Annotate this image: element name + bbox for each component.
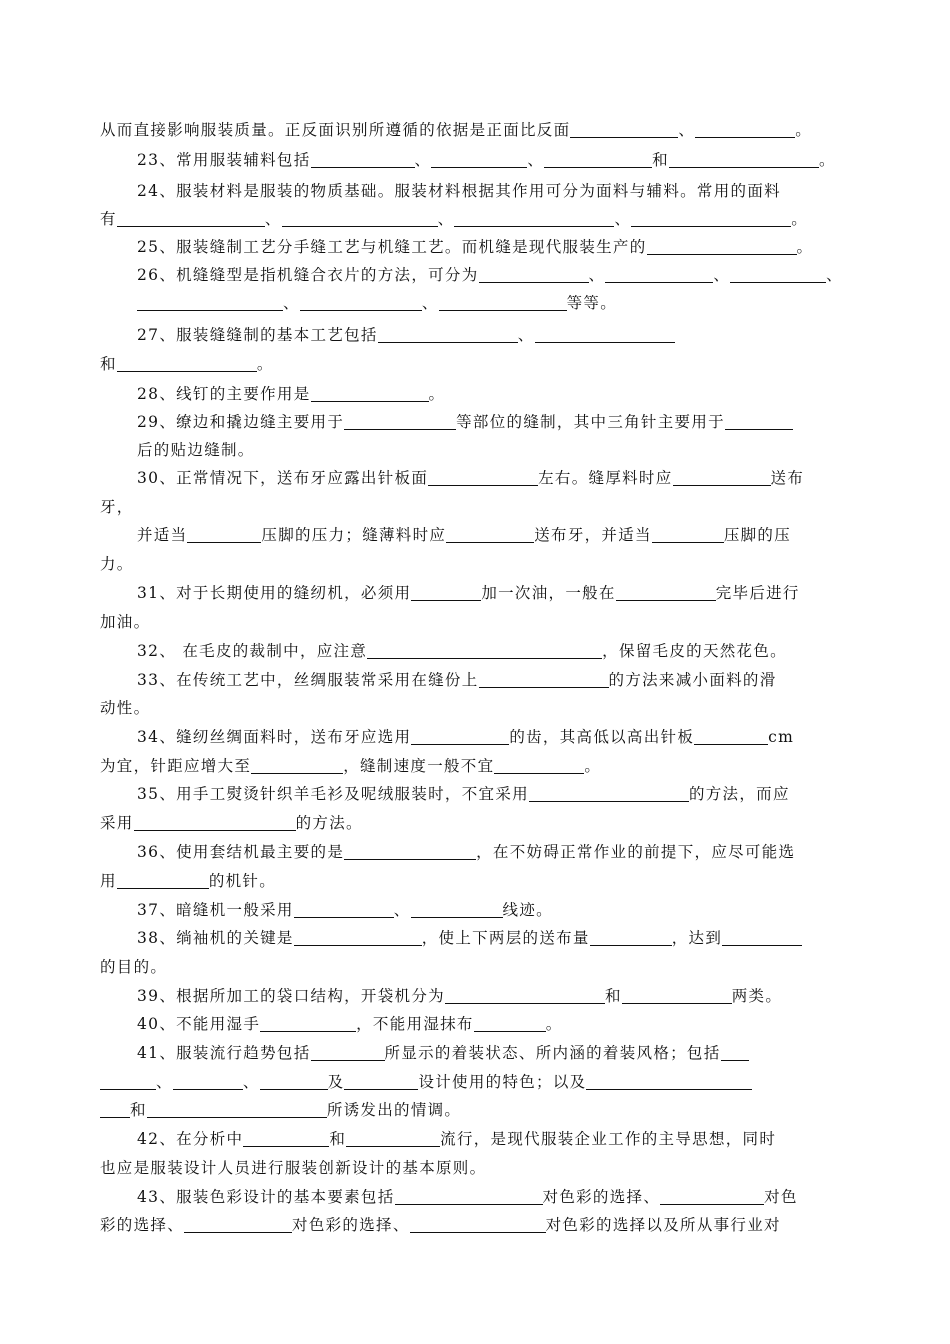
line-text: 、 xyxy=(678,121,696,139)
line-text: 、 xyxy=(264,210,282,228)
text-line xyxy=(137,727,794,747)
line-text: 。 xyxy=(545,1015,563,1033)
line-text: 加油。 xyxy=(100,613,151,631)
answer-blank[interactable] xyxy=(652,527,724,543)
answer-blank[interactable] xyxy=(647,239,797,255)
answer-blank[interactable] xyxy=(311,386,429,402)
answer-blank[interactable] xyxy=(494,758,584,774)
line-text: 采用 xyxy=(100,814,134,832)
line-text: 37、暗缝机一般采用 xyxy=(137,901,294,919)
line-text: 所诱发出的情调。 xyxy=(326,1101,462,1119)
answer-blank[interactable] xyxy=(730,267,826,283)
answer-blank[interactable] xyxy=(251,758,343,774)
text-line xyxy=(100,698,150,718)
text-line xyxy=(100,813,363,833)
answer-blank[interactable] xyxy=(173,1074,243,1090)
answer-blank[interactable] xyxy=(445,988,605,1004)
line-text: ，达到 xyxy=(671,929,723,947)
line-text: 。 xyxy=(584,757,602,775)
text-line xyxy=(100,957,167,977)
answer-blank[interactable] xyxy=(725,414,793,430)
text-line xyxy=(137,525,791,545)
answer-blank[interactable] xyxy=(529,786,689,802)
answer-blank[interactable] xyxy=(100,1074,156,1090)
line-text: 用 xyxy=(100,872,117,890)
line-text: 也应是服装设计人员进行服装创新设计的基本原则。 xyxy=(100,1159,487,1177)
line-text: 29、缭边和撬边缝主要用于 xyxy=(137,413,345,431)
line-text: 36、使用套结机最主要的是 xyxy=(137,843,345,861)
line-text: 42、在分析中 xyxy=(137,1130,244,1148)
answer-blank[interactable] xyxy=(294,902,394,918)
answer-blank[interactable] xyxy=(616,585,716,601)
line-text: 所显示的着装状态、所内涵的着装风格；包括 xyxy=(384,1044,721,1062)
line-text: ，使上下两层的送布量 xyxy=(421,929,590,947)
line-text: 的目的。 xyxy=(100,958,168,976)
answer-blank[interactable] xyxy=(431,152,527,168)
line-text: 动性。 xyxy=(100,699,151,717)
answer-blank[interactable] xyxy=(622,988,732,1004)
line-text: 、 xyxy=(156,1073,173,1091)
line-text: 。 xyxy=(256,355,274,373)
line-text: 、 xyxy=(614,210,632,228)
line-text: 有 xyxy=(100,210,117,228)
answer-blank[interactable] xyxy=(378,327,518,343)
text-line xyxy=(100,756,601,776)
text-line xyxy=(137,293,617,313)
line-text: ，保留毛皮的天然花色。 xyxy=(602,642,787,660)
text-line xyxy=(100,554,134,574)
answer-blank[interactable] xyxy=(344,414,456,430)
line-text: 28、线钉的主要作用是 xyxy=(137,385,311,403)
line-text: 、 xyxy=(242,1073,260,1091)
line-text: 35、用手工熨烫针织羊毛衫及呢绒服装时，不宜采用 xyxy=(137,785,529,803)
answer-blank[interactable] xyxy=(586,1074,752,1090)
text-line xyxy=(137,670,777,690)
answer-blank[interactable] xyxy=(300,295,422,311)
text-line xyxy=(137,325,675,345)
line-text: 并适当 xyxy=(137,526,188,544)
line-text: 31、对于长期使用的缝纫机，必须用 xyxy=(137,584,412,602)
answer-blank[interactable] xyxy=(311,152,415,168)
line-text: 。 xyxy=(818,151,836,169)
line-text: 32、 在毛皮的裁制中，应注意 xyxy=(137,642,368,660)
line-text: 、 xyxy=(517,326,535,344)
line-text: 39、根据所加工的袋口结构，开袋机分为 xyxy=(137,987,445,1005)
line-text: 40、不能用湿手 xyxy=(137,1015,261,1033)
answer-blank[interactable] xyxy=(137,295,283,311)
line-text: 、 xyxy=(588,266,606,284)
line-text: 30、正常情况下，送布牙应露出针板面 xyxy=(137,469,429,487)
answer-blank[interactable] xyxy=(260,1074,328,1090)
line-text: 加一次油，一般在 xyxy=(481,584,616,602)
answer-blank[interactable] xyxy=(100,1102,130,1118)
text-line xyxy=(137,440,255,460)
line-text: 及 xyxy=(327,1073,345,1091)
line-text: cm xyxy=(768,728,795,746)
answer-blank[interactable] xyxy=(721,1045,749,1061)
text-line xyxy=(137,842,795,862)
line-text: 后的贴边缝制。 xyxy=(137,441,255,459)
line-text: 、 xyxy=(421,294,439,312)
line-text: 。 xyxy=(796,238,814,256)
text-line xyxy=(137,900,553,920)
line-text: 。 xyxy=(795,121,813,139)
line-text: 等部位的缝制，其中三角针主要用于 xyxy=(456,413,725,431)
line-text: 34、缝纫丝绸面料时，送布牙应选用 xyxy=(137,728,412,746)
text-line xyxy=(137,384,445,404)
line-text: 的齿，其高低以高出针板 xyxy=(509,728,695,746)
line-text: 等等。 xyxy=(566,294,618,312)
line-text: 对色彩的选择、 xyxy=(542,1188,661,1206)
answer-blank[interactable] xyxy=(570,122,678,138)
answer-blank[interactable] xyxy=(346,1131,440,1147)
answer-blank[interactable] xyxy=(439,295,567,311)
text-line xyxy=(137,1129,776,1149)
answer-blank[interactable] xyxy=(694,729,768,745)
line-text: 、 xyxy=(527,151,545,169)
text-line xyxy=(137,641,787,661)
text-line xyxy=(137,237,813,257)
line-text: 对色 xyxy=(764,1188,798,1206)
answer-blank[interactable] xyxy=(590,930,672,946)
line-text: ，在不妨碍正常作业的前提下，应尽可能选 xyxy=(476,843,796,861)
line-text: 、 xyxy=(283,294,300,312)
line-text: 完毕后进行 xyxy=(715,584,800,602)
line-text: 的方法来减小面料的滑 xyxy=(608,671,777,689)
line-text: 力。 xyxy=(100,555,134,573)
line-text: 。 xyxy=(428,385,446,403)
text-line xyxy=(100,871,276,891)
line-text: 38、绱袖机的关键是 xyxy=(137,929,294,947)
line-text: 彩的选择、 xyxy=(100,1216,185,1234)
line-text: 23、常用服装辅料包括 xyxy=(137,151,311,169)
answer-blank[interactable] xyxy=(117,873,209,889)
answer-blank[interactable] xyxy=(117,356,257,372)
line-text: 24、服装材料是服装的物质基础。服装材料根据其作用可分为面料与辅料。常用的面料 xyxy=(137,182,781,200)
answer-blank[interactable] xyxy=(187,527,261,543)
answer-blank[interactable] xyxy=(243,1131,329,1147)
answer-blank[interactable] xyxy=(410,1217,546,1233)
line-text: 、 xyxy=(826,266,843,284)
line-text: 和 xyxy=(130,1101,147,1119)
text-line xyxy=(100,209,808,229)
text-line xyxy=(137,583,800,603)
text-line xyxy=(100,354,274,374)
answer-blank[interactable] xyxy=(395,1189,543,1205)
line-text: 送布牙，并适当 xyxy=(534,526,652,544)
line-text: 送布 xyxy=(770,469,805,487)
line-text: 和 xyxy=(604,987,622,1005)
line-text: 线迹。 xyxy=(502,901,553,919)
answer-blank[interactable] xyxy=(660,1189,764,1205)
answer-blank[interactable] xyxy=(446,527,534,543)
answer-blank[interactable] xyxy=(454,211,614,227)
answer-blank[interactable] xyxy=(411,729,509,745)
line-text: 26、机缝缝型是指机缝合衣片的方法，可分为 xyxy=(137,266,479,284)
answer-blank[interactable] xyxy=(474,1016,546,1032)
line-text: 、 xyxy=(437,210,455,228)
answer-blank[interactable] xyxy=(294,930,422,946)
answer-blank[interactable] xyxy=(535,327,675,343)
answer-blank[interactable] xyxy=(428,470,538,486)
line-text: 25、服装缝制工艺分手缝工艺与机缝工艺。而机缝是现代服装生产的 xyxy=(137,238,647,256)
answer-blank[interactable] xyxy=(282,211,438,227)
line-text: 、 xyxy=(393,901,411,919)
line-text: 牙， xyxy=(100,498,134,516)
line-text: 对色彩的选择以及所从事行业对 xyxy=(545,1216,781,1234)
answer-blank[interactable] xyxy=(673,470,771,486)
answer-blank[interactable] xyxy=(631,211,791,227)
line-text: ，不能用湿抹布 xyxy=(356,1015,474,1033)
answer-blank[interactable] xyxy=(722,930,802,946)
answer-blank[interactable] xyxy=(344,844,476,860)
text-line xyxy=(100,1158,486,1178)
line-text: 。 xyxy=(791,210,809,228)
line-text: 的方法。 xyxy=(295,814,363,832)
text-line xyxy=(100,497,134,517)
line-text: 对色彩的选择、 xyxy=(292,1216,410,1234)
line-text: 为宜，针距应增大至 xyxy=(100,757,252,775)
line-text: 左右。缝厚料时应 xyxy=(538,469,673,487)
text-line xyxy=(137,412,793,432)
line-text: 27、服装缝缝制的基本工艺包括 xyxy=(137,326,378,344)
line-text: 41、服装流行趋势包括 xyxy=(137,1044,311,1062)
answer-blank[interactable] xyxy=(367,643,602,659)
line-text: 和 xyxy=(329,1130,347,1148)
text-line xyxy=(100,1100,461,1120)
line-text: 43、服装色彩设计的基本要素包括 xyxy=(137,1188,395,1206)
line-text: 设计使用的特色；以及 xyxy=(418,1073,587,1091)
line-text: 压脚的压力；缝薄料时应 xyxy=(261,526,447,544)
text-line xyxy=(137,150,836,170)
line-text: 流行，是现代服装企业工作的主导思想，同时 xyxy=(440,1130,777,1148)
text-line xyxy=(137,468,804,488)
answer-blank[interactable] xyxy=(669,152,819,168)
text-line xyxy=(137,1187,798,1207)
answer-blank[interactable] xyxy=(479,672,609,688)
answer-blank[interactable] xyxy=(184,1217,292,1233)
text-line xyxy=(137,986,782,1006)
line-text: 从而直接影响服装质量。正反面识别所遵循的依据是正面比反面 xyxy=(100,121,571,139)
text-line xyxy=(137,265,843,285)
answer-blank[interactable] xyxy=(344,1074,418,1090)
text-line xyxy=(100,612,150,632)
line-text: 和 xyxy=(652,151,669,169)
line-text: 压脚的压 xyxy=(723,526,792,544)
answer-blank[interactable] xyxy=(695,122,795,138)
text-line xyxy=(137,1043,749,1063)
line-text: 和 xyxy=(100,355,117,373)
text-line xyxy=(100,1215,781,1235)
text-line xyxy=(100,1072,752,1092)
text-line xyxy=(137,181,781,201)
answer-blank[interactable] xyxy=(411,585,481,601)
line-text: 、 xyxy=(713,266,731,284)
answer-blank[interactable] xyxy=(260,1016,356,1032)
line-text: 、 xyxy=(414,151,432,169)
answer-blank[interactable] xyxy=(311,1045,385,1061)
text-line xyxy=(137,928,802,948)
answer-blank[interactable] xyxy=(544,152,652,168)
answer-blank[interactable] xyxy=(117,211,265,227)
text-line xyxy=(137,784,790,804)
answer-blank[interactable] xyxy=(134,815,296,831)
answer-blank[interactable] xyxy=(411,902,503,918)
answer-blank[interactable] xyxy=(605,267,713,283)
line-text: 33、在传统工艺中，丝绸服装常采用在缝份上 xyxy=(137,671,479,689)
answer-blank[interactable] xyxy=(479,267,589,283)
text-line xyxy=(137,1014,563,1034)
line-text: 的方法，而应 xyxy=(688,785,790,803)
line-text: 的机针。 xyxy=(208,872,277,890)
line-text: 两类。 xyxy=(731,987,783,1005)
line-text: ，缝制速度一般不宜 xyxy=(343,757,495,775)
text-line xyxy=(100,120,812,140)
answer-blank[interactable] xyxy=(147,1102,327,1118)
